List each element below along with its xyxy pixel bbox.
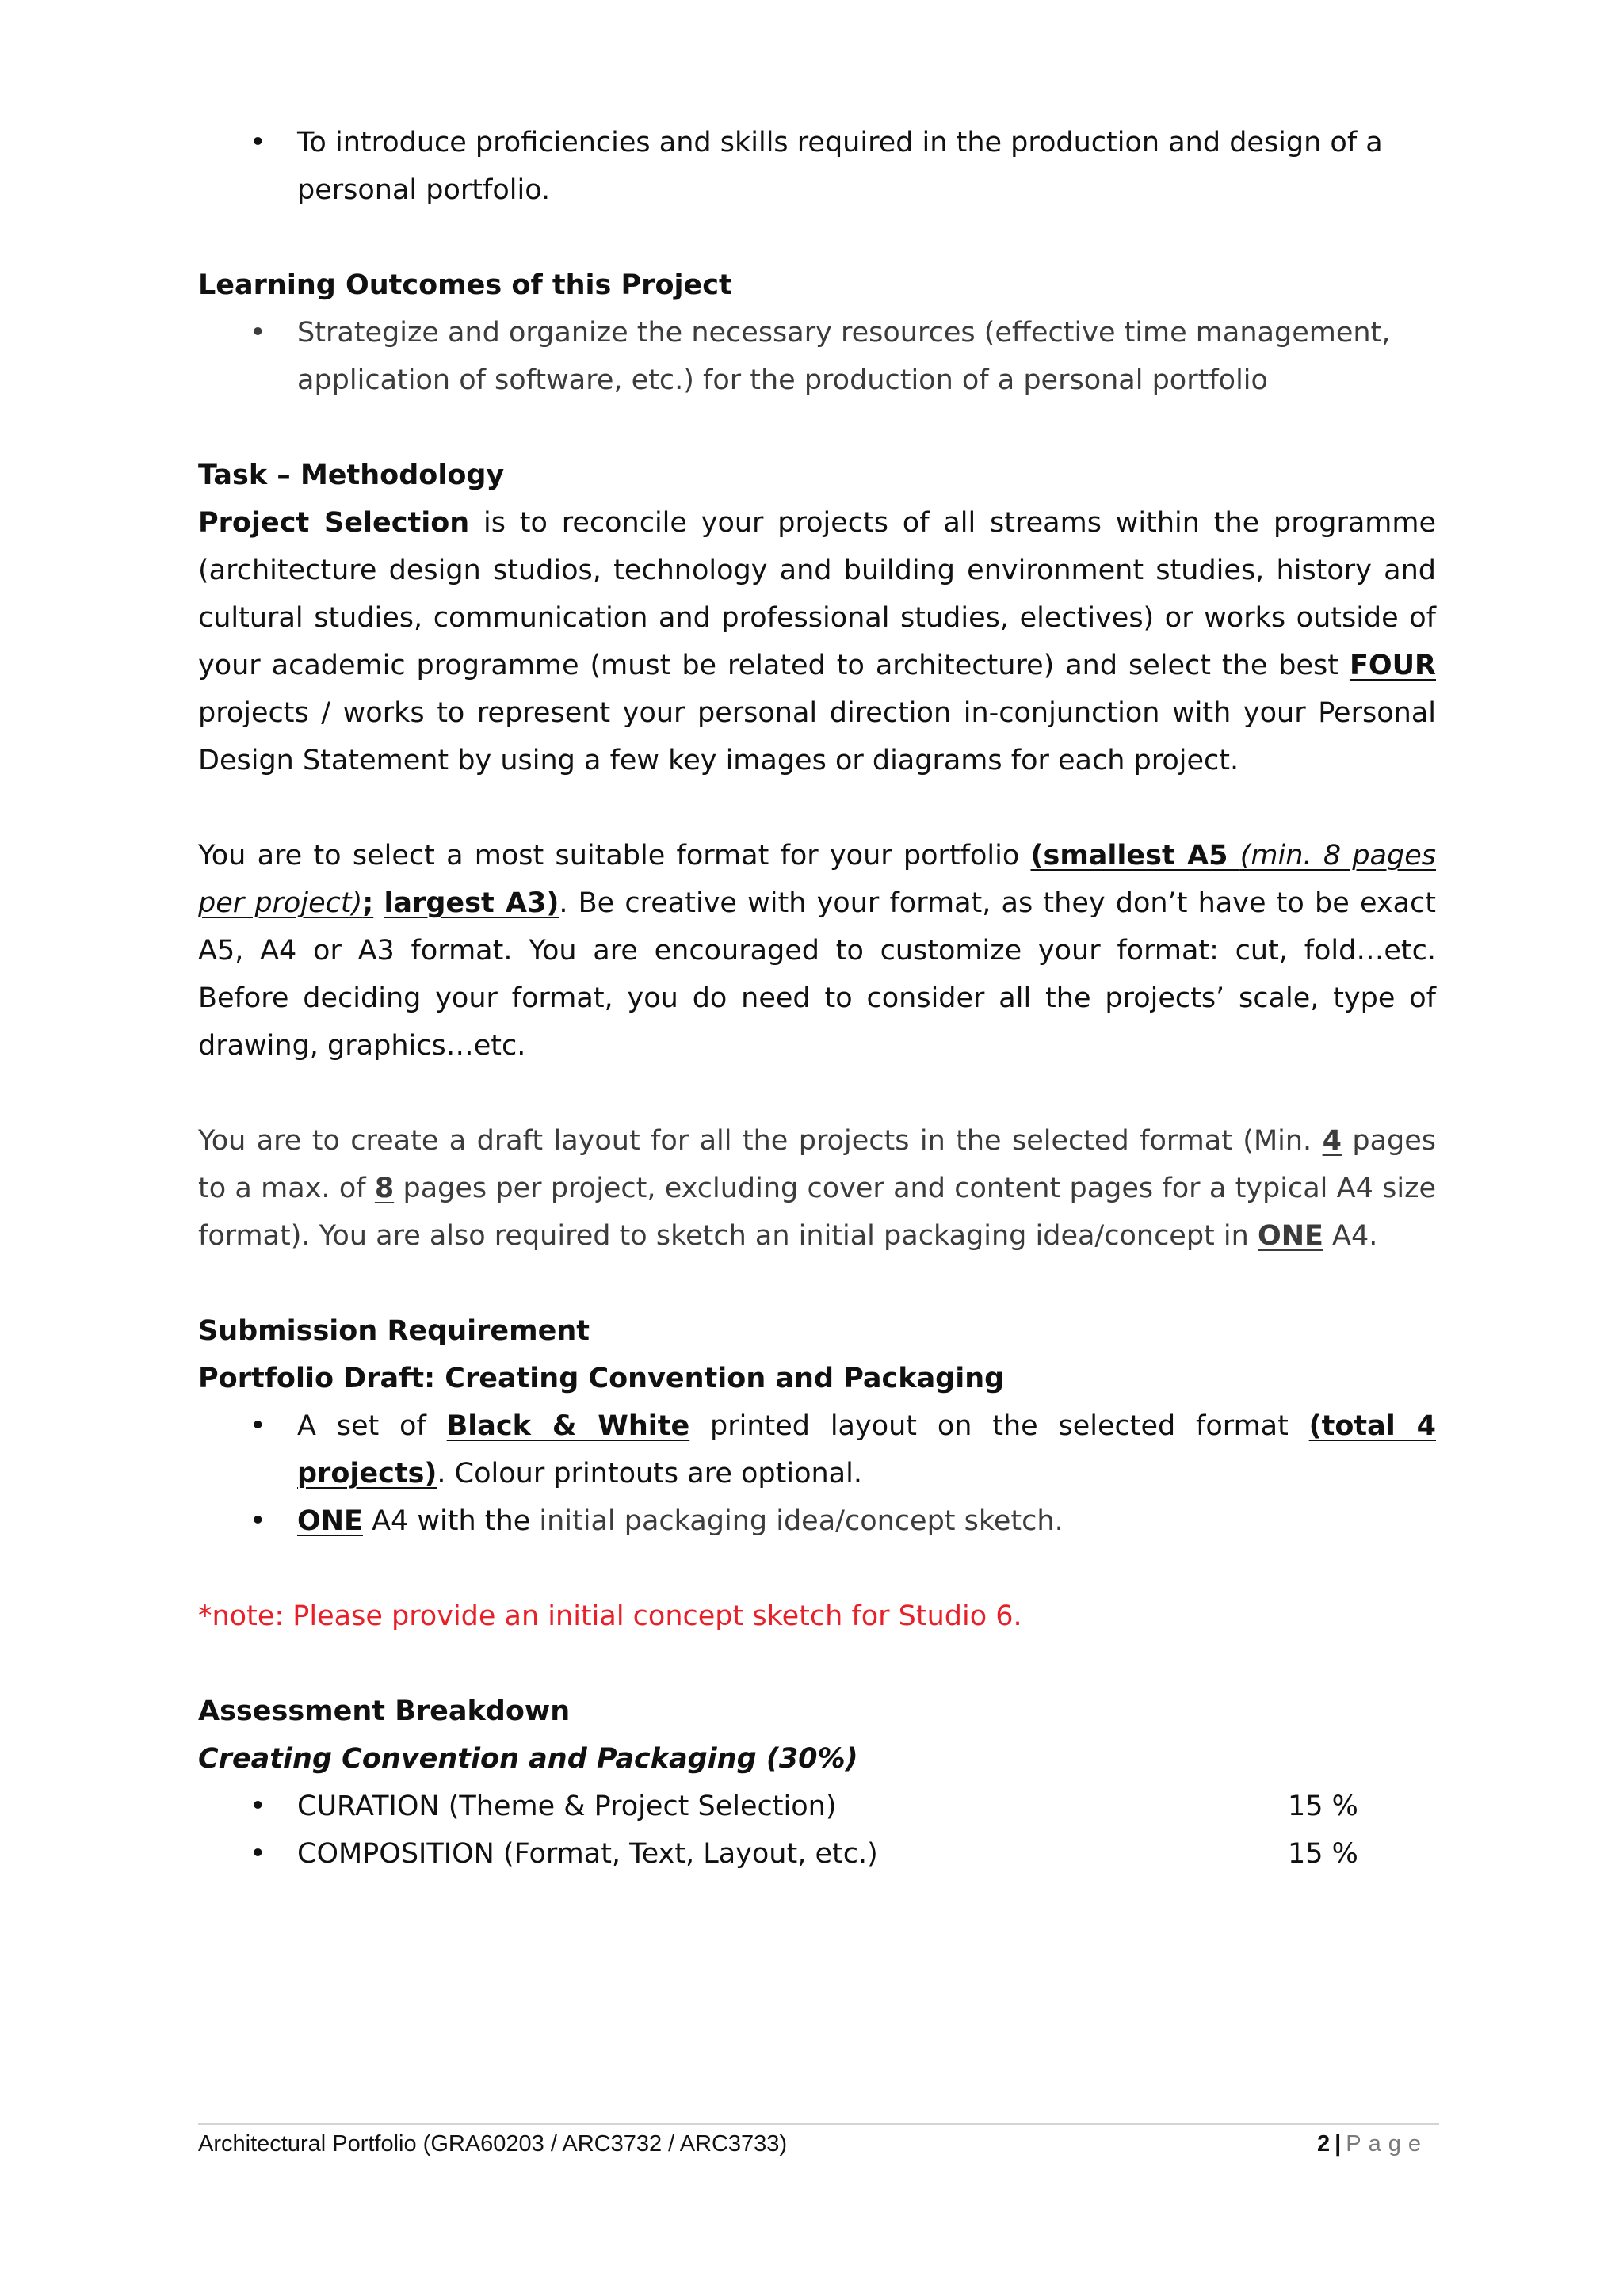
total-projects-emphasis: (total 4 projects) [297,1410,1437,1489]
submission-subheading: Portfolio Draft: Creating Convention and Packaging [198,1363,1005,1394]
project-selection-text-b: projects / works to represent your personal direction in-conjunction with your Personal Design Statement by using a few key images or diagrams for each project. [198,697,1436,776]
list-item [198,309,1436,404]
assessment-percent: 15 % [1288,1791,1358,1822]
footer-course-title: Architectural Portfolio (GRA60203 / ARC3732 / ARC3733) [198,2131,788,2157]
format-paragraph [198,832,1436,1070]
intro-bullet-text: To introduce proficiencies and skills required in the production and design of a personal portfolio. [297,127,1383,206]
one-emphasis: ONE [1257,1220,1323,1252]
studio-note: *note: Please provide an initial concept sketch for Studio 6. [198,1600,1022,1632]
max-8-emphasis: 8 [374,1173,395,1204]
draft-text-c: pages per project, excluding cover and content pages for a typical A4 size format). You are also required to sketch an initial packaging idea/concept in [198,1173,1437,1252]
bullet-dot-icon: • [250,127,266,158]
semicolon: ; [362,887,374,919]
project-selection-text-a: is to reconcile your projects of all streams within the programme (architecture design studios, technology and building environment studies, history and cultural studies, communication and professional studies, electives) or works outside of your academic programme (must be related to architecture) and select the best [198,507,1436,681]
four-emphasis: FOUR [1349,650,1436,681]
largest-a3-emphasis: largest A3) [384,887,559,919]
intro-bullet-list [198,119,1436,214]
submission-list [198,1402,1436,1545]
page-content [198,119,1436,1878]
submission-b1-text-b: printed layout on the selected format [689,1410,1309,1442]
one-a4-emphasis: ONE [297,1505,363,1537]
assessment-subheading: Creating Convention and Packaging (30%) [198,1743,858,1775]
draft-text-b: pages to a max. of [198,1125,1437,1204]
learning-outcomes-list [198,309,1436,404]
smallest-a5-emphasis: (smallest A5 [1030,840,1240,871]
assessment-list [198,1783,1436,1878]
draft-text-d: A4. [1323,1220,1378,1252]
footer-page-indicator [1317,2128,1428,2160]
draft-text-a: You are to create a draft layout for all the projects in the selected format (Min. [198,1125,1323,1157]
list-item [198,119,1436,214]
bullet-dot-icon: • [250,317,266,349]
submission-b2-text-b: initial packaging idea/concept sketch. [539,1505,1064,1537]
assessment-heading: Assessment Breakdown [198,1695,571,1727]
format-text-b: . Be creative with your format, as they don’t have to be exact A5, A4 or A3 format. You are encouraged to customize your format: cut, fold…etc. Before deciding your format, you do need to consider all the projects’ scale, type of drawing, graphics…etc. [198,887,1436,1062]
list-item [198,1830,1436,1878]
page-word: Page [1346,2131,1428,2157]
task-methodology-heading: Task – Methodology [198,460,505,491]
learning-outcome-text: Strategize and organize the necessary resources (effective time management, application of software, etc.) for the production of a personal portfolio [297,317,1391,396]
min-4-emphasis: 4 [1322,1125,1342,1157]
bullet-dot-icon: • [250,1410,266,1442]
bullet-dot-icon: • [250,1791,266,1822]
submission-b2-text-a: A4 with the [362,1505,540,1537]
draft-layout-paragraph [198,1117,1436,1260]
submission-b1-text-c: . Colour printouts are optional. [437,1458,862,1489]
black-white-emphasis: Black & White [446,1410,690,1442]
project-selection-paragraph [198,499,1436,784]
list-item [198,1497,1436,1545]
format-text-a: You are to select a most suitable format for your portfolio [198,840,1031,871]
assessment-label: COMPOSITION (Format, Text, Layout, etc.) [297,1838,878,1870]
assessment-percent: 15 % [1288,1838,1358,1870]
footer-divider [198,2123,1439,2125]
bullet-dot-icon: • [250,1838,266,1870]
page-separator: | [1335,2131,1342,2157]
submission-heading: Submission Requirement [198,1315,590,1347]
page-number: 2 [1317,2131,1331,2157]
bullet-dot-icon: • [250,1505,266,1537]
submission-b1-text-a: A set of [297,1410,447,1442]
learning-outcomes-heading: Learning Outcomes of this Project [198,269,732,301]
list-item [198,1783,1436,1830]
project-selection-lead: Project Selection [198,507,470,539]
list-item [198,1402,1436,1497]
assessment-label: CURATION (Theme & Project Selection) [297,1791,837,1822]
min-pages-note: (min. 8 pages per project) [198,840,1436,919]
